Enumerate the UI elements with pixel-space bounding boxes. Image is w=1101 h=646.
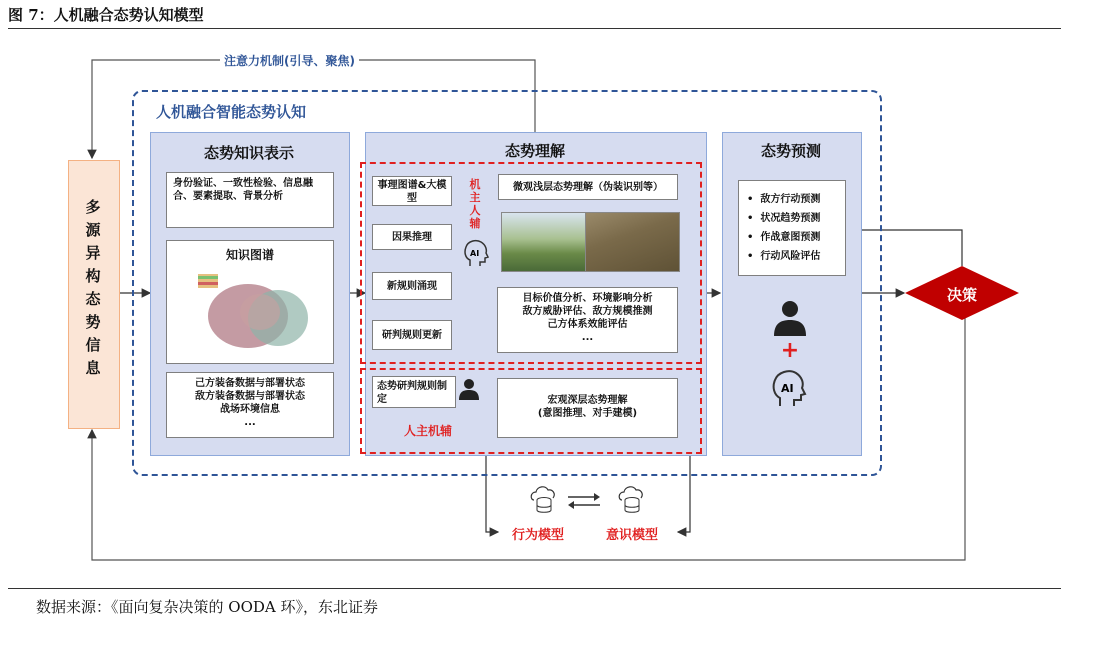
prediction-list [738, 180, 846, 276]
understanding-panel-title: 态势理解 [504, 142, 565, 160]
plus-sign: + [780, 338, 800, 363]
macro-understanding-box [497, 378, 678, 438]
vertical-char: 源 [85, 221, 101, 239]
vertical-char: 异 [85, 244, 101, 262]
knowledge-graph-image [196, 272, 312, 352]
attention-label: 注意力机制(引导、聚焦) [220, 52, 359, 69]
consciousness-model-label: 意识模型 [606, 528, 659, 543]
analysis-box [497, 287, 678, 353]
prediction-panel-title: 态势预测 [760, 142, 821, 160]
analysis-line: 敌方威胁评估、敌方规模推测 [522, 306, 653, 317]
knowledge-graph-title: 知识图谱 [225, 248, 274, 262]
knowledge-data-line: ... [244, 417, 256, 428]
prediction-item: • 敌方行动预测 [747, 194, 821, 205]
human-led-label: 人主机辅 [404, 424, 453, 438]
prediction-item: • 状况趋势预测 [747, 213, 821, 224]
knowledge-panel-title: 态势知识表示 [203, 144, 294, 162]
knowledge-data-line: 战场环境信息 [220, 404, 280, 415]
macro-line: (意图推理、对手建模) [537, 408, 638, 419]
vertical-char: 主 [469, 191, 481, 204]
macro-line: 宏观深层态势理解 [547, 395, 628, 406]
analysis-line: 目标价值分析、环境影响分析 [522, 293, 653, 304]
fusion-region-title: 人机融合智能态势认知 [156, 103, 307, 121]
step-new-rules: 新规则涌现 [372, 272, 452, 300]
camouflage-photo [585, 212, 680, 272]
knowledge-data-line: 敌方装备数据与部署状态 [195, 391, 305, 402]
micro-understanding-box: 微观浅层态势理解（伪装识别等） [498, 174, 678, 200]
step-event-graph: 事理图谱&大模型 [372, 176, 452, 206]
analysis-line: ... [581, 332, 594, 343]
person-icon [773, 300, 807, 336]
knowledge-process-box: 身份验证、一致性检验、信息融合、要素提取、背景分析 [166, 172, 334, 228]
database-cloud-icon [619, 487, 642, 512]
vertical-char: 机 [469, 178, 481, 191]
vertical-char: 多 [85, 198, 101, 216]
step-rule-update: 研判规则更新 [372, 320, 452, 350]
model-exchange-icons [528, 482, 668, 516]
vertical-char: 势 [85, 313, 101, 331]
behavior-model-label: 行为模型 [512, 528, 565, 543]
step-causal: 因果推理 [372, 224, 452, 250]
vertical-char: 态 [85, 290, 101, 308]
database-cloud-icon [531, 487, 554, 512]
vertical-char: 息 [85, 359, 101, 377]
person-icon [458, 378, 480, 400]
knowledge-data-line: 己方装备数据与部署状态 [195, 378, 305, 389]
source-info-label [68, 196, 118, 380]
figure-title: 图 7：人机融合态势认知模型 [8, 6, 204, 24]
source-note: 数据来源：《面向复杂决策的 OODA 环》，东北证券 [36, 598, 378, 616]
knowledge-data-box [166, 372, 334, 438]
ai-head-icon [770, 368, 808, 408]
prediction-item: • 行动风险评估 [747, 251, 821, 262]
prediction-item: • 作战意图预测 [747, 232, 821, 243]
ai-label: AI [781, 382, 794, 395]
exchange-arrows-icon [568, 493, 600, 509]
machine-led-label [468, 178, 482, 230]
analysis-line: 己方体系效能评估 [547, 319, 628, 330]
ai-head-icon [462, 238, 490, 268]
ai-label: AI [470, 249, 480, 258]
vertical-char: 人 [469, 204, 481, 217]
tank-photo [501, 212, 587, 272]
rule-setting-box: 态势研判规则制定 [372, 376, 456, 408]
vertical-char: 信 [85, 336, 101, 354]
decision-label: 决策 [946, 286, 977, 304]
vertical-char: 构 [85, 267, 101, 285]
vertical-char: 辅 [469, 217, 481, 230]
